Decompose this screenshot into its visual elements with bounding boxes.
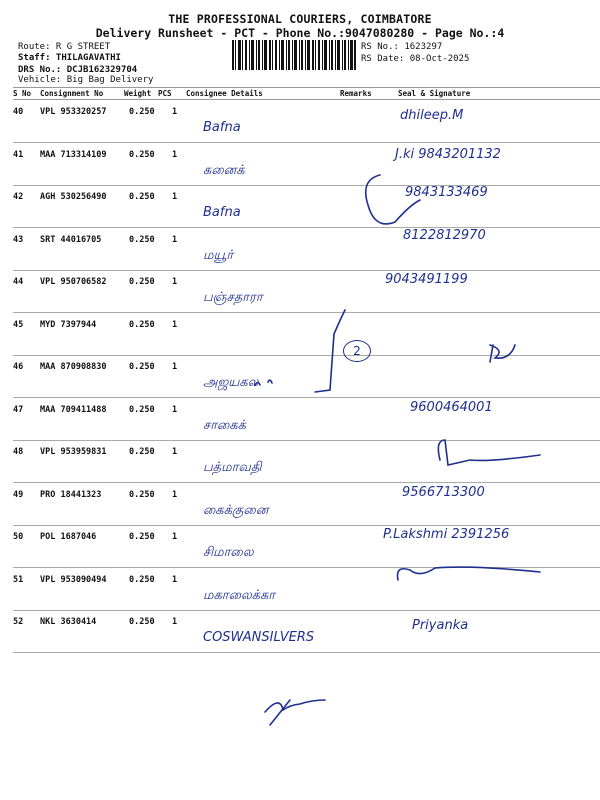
- serial-number: 40: [13, 107, 24, 117]
- pieces-count: 1: [172, 277, 178, 287]
- weight-value: 0.250: [129, 192, 155, 202]
- consignment-number: SRT 44016705: [40, 234, 102, 245]
- consignee-handwriting: அஜயகல: [203, 375, 259, 390]
- col-header-remarks: Remarks: [340, 89, 372, 98]
- signature-handwriting: 9566713300: [402, 484, 485, 500]
- signature-handwriting: Priyanka: [412, 618, 469, 633]
- rs-date: RS Date: 08-Oct-2025: [361, 54, 470, 64]
- serial-number: 47: [13, 404, 24, 415]
- signature-handwriting: J.ki 9843201132: [395, 146, 501, 162]
- pieces-count: 1: [172, 574, 178, 585]
- pieces-count: 1: [172, 362, 178, 372]
- pieces-count: 1: [172, 532, 178, 542]
- pieces-count: 1: [172, 107, 178, 117]
- col-header-consignment: Consignment No: [40, 89, 104, 98]
- pieces-count: 1: [172, 617, 178, 627]
- col-header-seal: Seal & Signature: [398, 89, 471, 98]
- pieces-count: 1: [172, 404, 178, 415]
- consignment-number: MYD 7397944: [40, 319, 97, 330]
- pieces-count: 1: [172, 192, 178, 202]
- consignment-number: MAA 709411488: [40, 404, 107, 415]
- consignee-handwriting: கைக்குனை: [203, 502, 269, 518]
- consignment-number: VPL 950706582: [40, 277, 107, 287]
- weight-value: 0.250: [129, 574, 155, 585]
- pieces-count: 1: [172, 447, 178, 457]
- staff-label: Staff: THILAGAVATHI: [18, 53, 121, 63]
- serial-number: 51: [13, 574, 24, 585]
- rs-number: RS No.: 1623297: [361, 42, 443, 52]
- pieces-count: 1: [172, 149, 178, 160]
- weight-value: 0.250: [129, 617, 155, 627]
- consignment-number: VPL 953320257: [40, 107, 107, 117]
- drs-label: DRS No.: DCJB162329704: [18, 65, 138, 75]
- pieces-count: 1: [172, 234, 178, 245]
- col-header-pcs: PCS: [158, 89, 172, 98]
- serial-number: 49: [13, 489, 24, 500]
- weight-value: 0.250: [129, 489, 155, 500]
- weight-value: 0.250: [129, 447, 155, 457]
- consignee-handwriting: மகாலைக்கா: [203, 587, 276, 603]
- serial-number: 44: [13, 277, 24, 287]
- consignee-handwriting: Bafna: [203, 205, 241, 220]
- consignee-handwriting: பஞ்சதாரா: [203, 290, 263, 305]
- serial-number: 52: [13, 617, 24, 627]
- weight-value: 0.250: [129, 362, 155, 372]
- serial-number: 50: [13, 532, 24, 542]
- weight-value: 0.250: [129, 234, 155, 245]
- weight-value: 0.250: [129, 404, 155, 415]
- consignment-number: POL 1687046: [40, 532, 97, 542]
- consignee-handwriting: மயூர்: [203, 247, 234, 263]
- signature-handwriting: 8122812970: [403, 227, 486, 243]
- serial-number: 45: [13, 319, 24, 330]
- consignee-handwriting: சாகைக்: [203, 417, 246, 433]
- weight-value: 0.250: [129, 277, 155, 287]
- col-header-consignee: Consignee Details: [186, 89, 263, 98]
- route-label: Route: R G STREET: [18, 42, 111, 52]
- consignment-number: MAA 713314109: [40, 149, 107, 160]
- serial-number: 46: [13, 362, 24, 372]
- consignee-handwriting: Bafna: [203, 120, 241, 135]
- col-header-sno: S No: [13, 89, 32, 98]
- weight-value: 0.250: [129, 107, 155, 117]
- consignment-number: NKL 3630414: [40, 617, 97, 627]
- runsheet-subtitle: Delivery Runsheet - PCT - Phone No.:9047080280 - Page No.:4: [95, 26, 505, 40]
- consignee-handwriting: சிமாலை: [203, 545, 254, 560]
- consignment-number: MAA 870908830: [40, 362, 107, 372]
- weight-value: 0.250: [129, 319, 155, 330]
- consignment-number: VPL 953959831: [40, 447, 107, 457]
- consignment-number: AGH 530256490: [40, 192, 107, 202]
- weight-value: 0.250: [129, 532, 155, 542]
- serial-number: 41: [13, 149, 24, 160]
- signature-handwriting: P.Lakshmi 2391256: [383, 527, 510, 542]
- consignment-number: PRO 18441323: [40, 489, 102, 500]
- pieces-count: 1: [172, 489, 178, 500]
- consignee-handwriting: கனைக்: [203, 162, 245, 178]
- consignee-handwriting: பத்மாவதி: [203, 460, 262, 475]
- weight-value: 0.250: [129, 149, 155, 160]
- serial-number: 48: [13, 447, 24, 457]
- circled-count: 2: [343, 340, 371, 362]
- signature-handwriting: 9043491199: [385, 272, 468, 287]
- consignee-handwriting: COSWANSILVERS: [203, 630, 315, 645]
- serial-number: 43: [13, 234, 24, 245]
- signature-handwriting: 9600464001: [410, 399, 493, 415]
- company-title: THE PROFESSIONAL COURIERS, COIMBATORE: [168, 12, 432, 26]
- pieces-count: 1: [172, 319, 178, 330]
- serial-number: 42: [13, 192, 24, 202]
- signature-handwriting: dhileep.M: [400, 108, 464, 123]
- consignment-number: VPL 953090494: [40, 574, 107, 585]
- vehicle-label: Vehicle: Big Bag Delivery: [18, 75, 154, 85]
- col-header-weight: Weight: [124, 89, 152, 98]
- signature-handwriting: 9843133469: [405, 185, 488, 200]
